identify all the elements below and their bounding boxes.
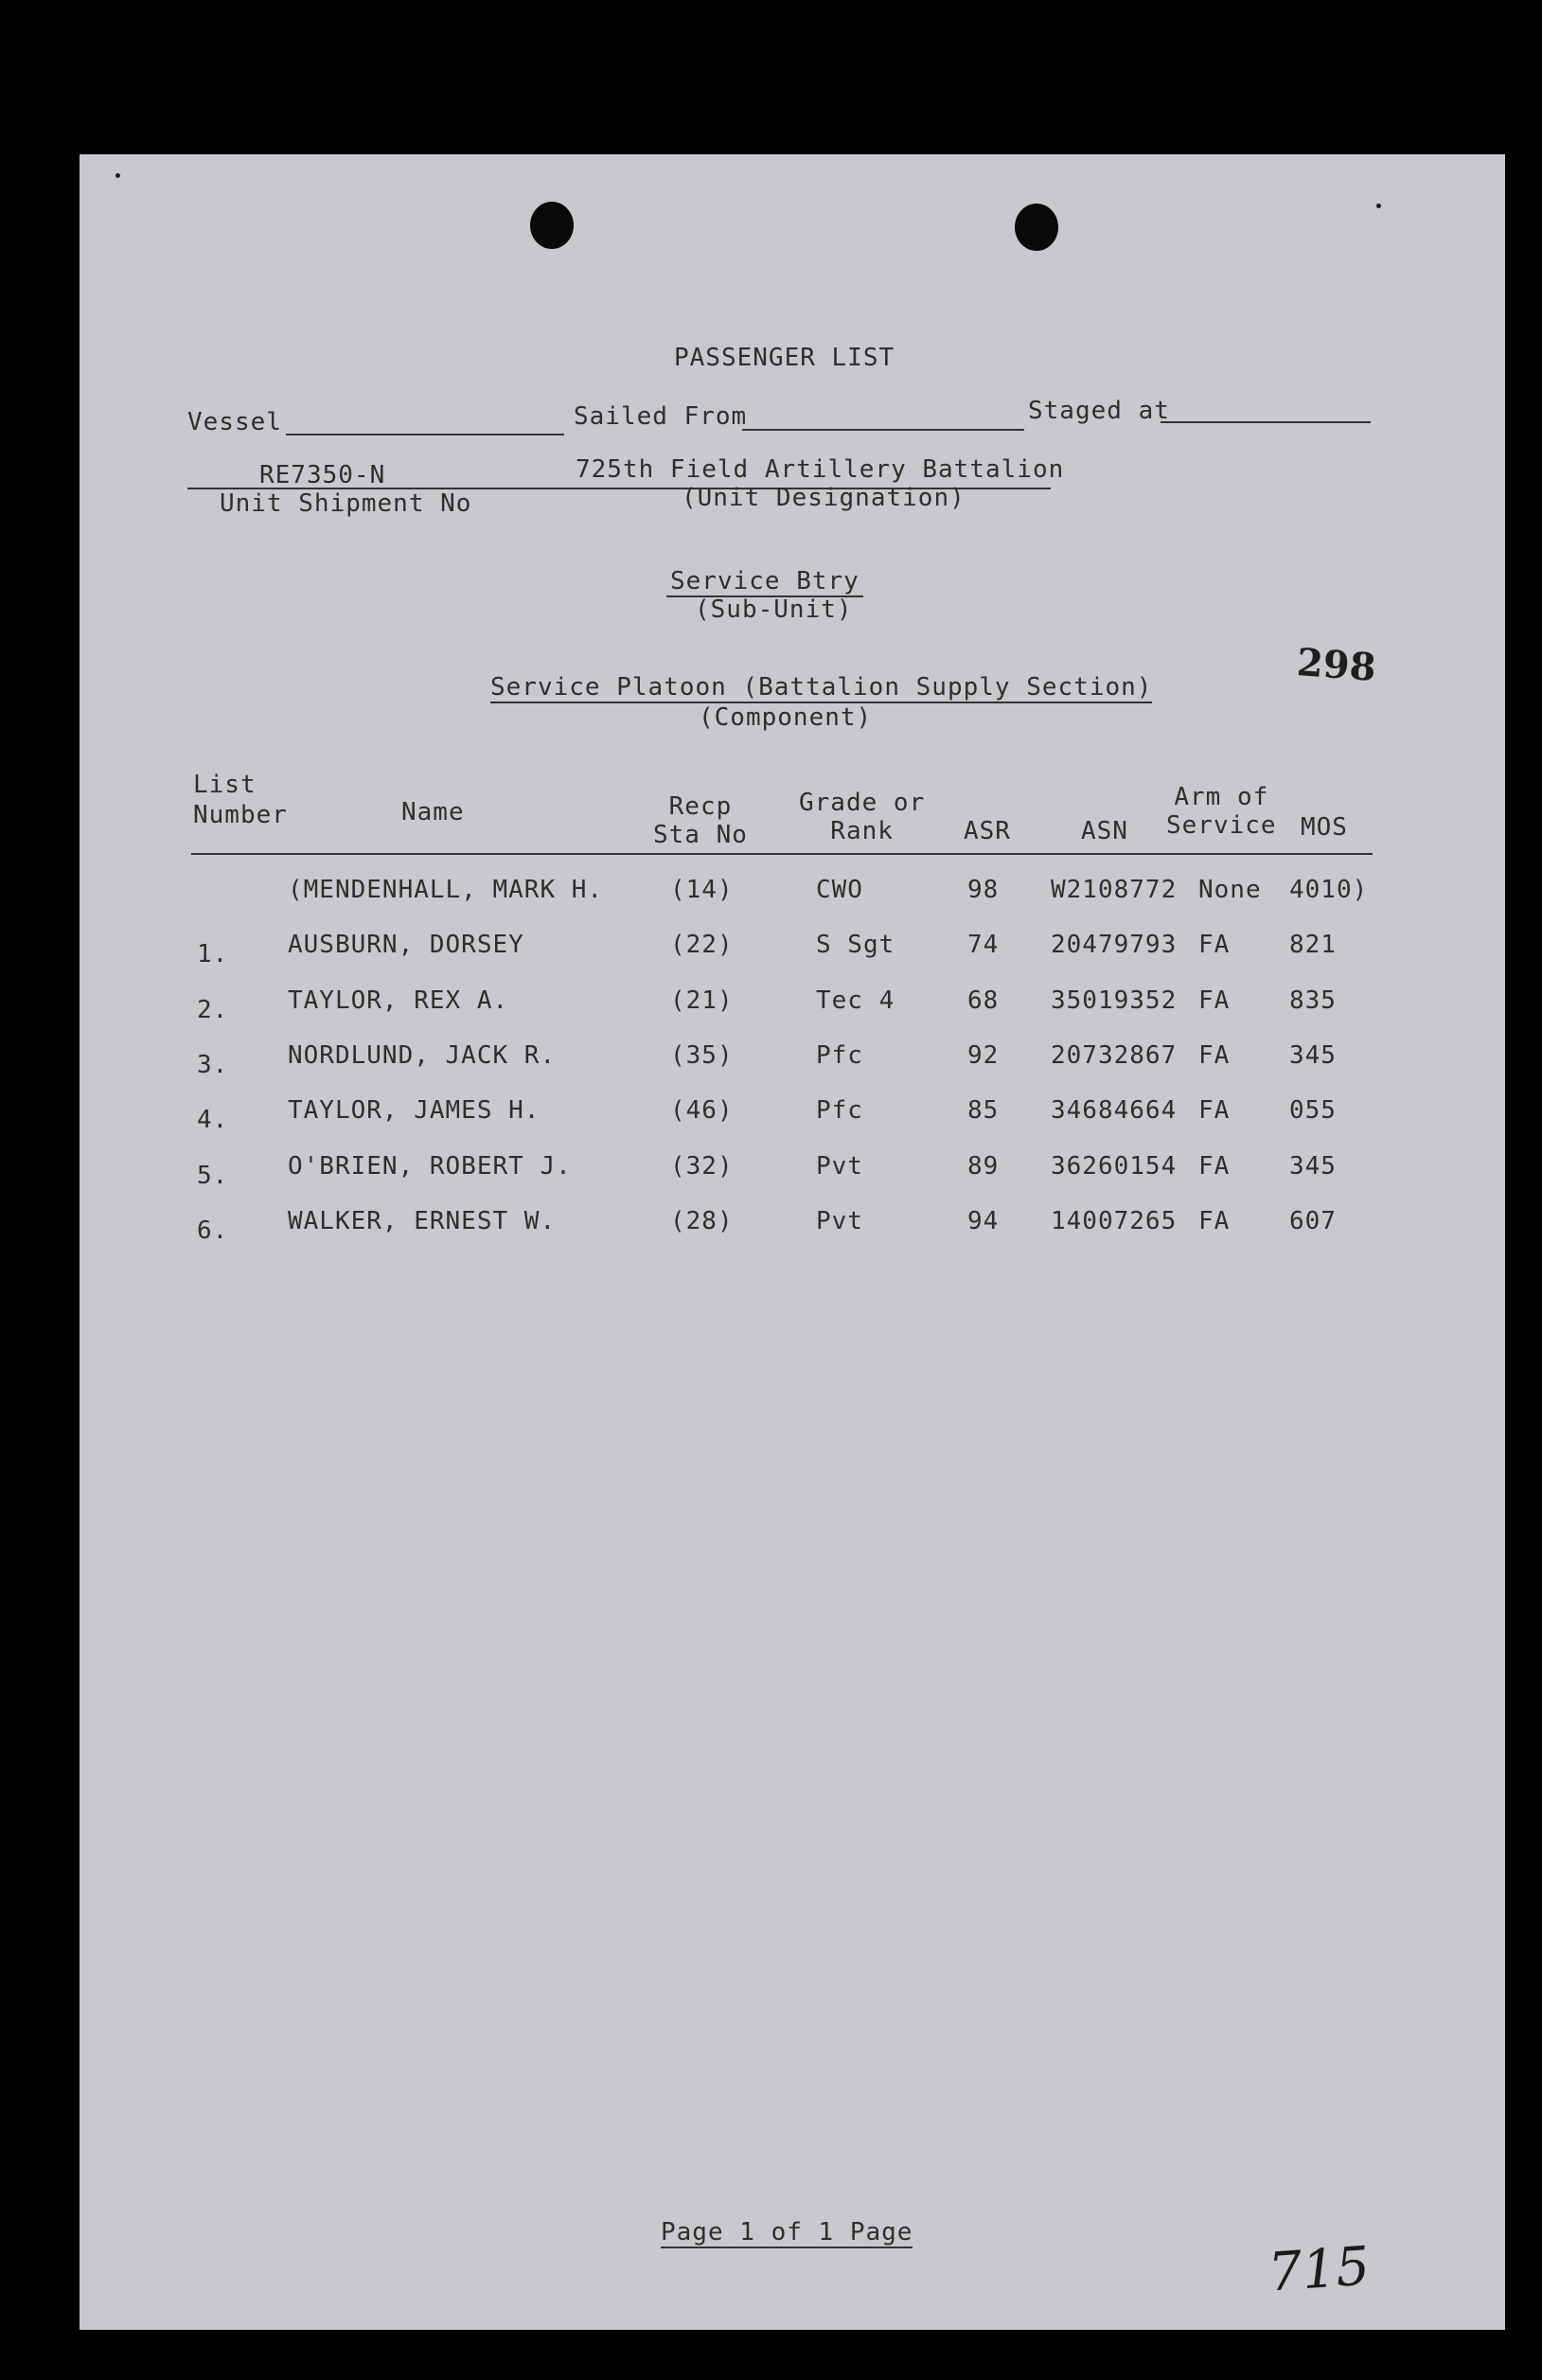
cell-asr: 94 (967, 1207, 1000, 1235)
cell-name: O'BRIEN, ROBERT J. (288, 1152, 572, 1181)
cell-asn: W2108772 (1051, 876, 1178, 904)
unit-designation: 725th Field Artillery Battalion (576, 455, 1065, 484)
vessel-blank (286, 434, 564, 435)
cell-recp: (14) (670, 876, 734, 904)
cell-asr: 92 (967, 1041, 1000, 1070)
cell-name: TAYLOR, JAMES H. (288, 1096, 541, 1125)
cell-grade: Pvt (816, 1207, 863, 1235)
cell-arm: FA (1198, 1207, 1231, 1235)
cell-asr: 68 (967, 986, 1000, 1015)
cell-grade: S Sgt (816, 931, 895, 959)
cell-asr: 74 (967, 931, 1000, 959)
cell-grade: Pfc (816, 1096, 863, 1125)
cell-arm: FA (1198, 986, 1231, 1015)
cell-recp: (46) (670, 1096, 734, 1125)
col-grade (799, 789, 925, 845)
cell-asr: 98 (967, 876, 1000, 904)
col-arm (1166, 783, 1277, 840)
handwritten-number: 715 (1266, 2235, 1373, 2304)
col-grade-line2: Rank (830, 817, 894, 845)
cell-list-number: 6. (197, 1217, 229, 1245)
cell-mos: 835 (1289, 986, 1337, 1015)
col-recp (653, 792, 748, 849)
cell-asn: 35019352 (1051, 986, 1178, 1015)
cell-list-number: 2. (197, 996, 229, 1024)
staged-at-blank (1161, 421, 1371, 423)
cell-asr: 89 (967, 1152, 1000, 1181)
cell-grade: CWO (816, 876, 863, 904)
cell-grade: Pvt (816, 1152, 863, 1181)
cell-mos: 821 (1289, 931, 1337, 959)
cell-asn: 20479793 (1051, 931, 1178, 959)
col-list-number-line1: List (193, 771, 257, 799)
cell-recp: (21) (670, 986, 734, 1015)
stamp-number: 298 (1295, 640, 1378, 690)
col-arm-line2: Service (1166, 811, 1277, 840)
cell-asn: 34684664 (1051, 1096, 1178, 1125)
col-list-number-line2: Number (193, 801, 288, 829)
cell-name: NORDLUND, JACK R. (288, 1041, 557, 1070)
component: Service Platoon (Battalion Supply Section) (490, 673, 1153, 702)
cell-mos: 4010) (1289, 876, 1369, 904)
cell-recp: (32) (670, 1152, 734, 1181)
cell-recp: (22) (670, 931, 734, 959)
unit-shipment-label: Unit Shipment No (220, 489, 472, 518)
cell-name: TAYLOR, REX A. (288, 986, 509, 1015)
header-rule (191, 853, 1373, 855)
col-asn: ASN (1081, 817, 1128, 845)
cell-asn: 36260154 (1051, 1152, 1178, 1181)
speck-mark (115, 173, 120, 178)
speck-mark (1376, 204, 1381, 208)
cell-mos: 345 (1289, 1041, 1337, 1070)
sub-unit-label: (Sub-Unit) (695, 595, 853, 624)
component-label: (Component) (699, 703, 873, 732)
col-asr: ASR (964, 817, 1011, 845)
page-label: Page 1 of 1 Page (661, 2218, 913, 2247)
cell-grade: Tec 4 (816, 986, 895, 1015)
cell-list-number: 1. (197, 940, 229, 968)
cell-mos: 607 (1289, 1207, 1337, 1235)
unit-shipment-no: RE7350-N (259, 461, 386, 489)
cell-list-number: 3. (197, 1051, 229, 1079)
cell-asn: 20732867 (1051, 1041, 1178, 1070)
sailed-from-label: Sailed From (574, 402, 748, 431)
col-recp-line1: Recp (668, 792, 733, 821)
cell-asr: 85 (967, 1096, 1000, 1125)
cell-recp: (35) (670, 1041, 734, 1070)
punch-hole-right (1015, 204, 1058, 251)
cell-name: (MENDENHALL, MARK H. (288, 876, 604, 904)
cell-list-number: 5. (197, 1162, 229, 1190)
staged-at-label: Staged at (1028, 397, 1170, 425)
punch-hole-left (530, 202, 574, 249)
sailed-from-blank (742, 429, 1024, 431)
cell-list-number: 4. (197, 1106, 229, 1134)
unit-designation-label: (Unit Designation) (682, 484, 966, 512)
sub-unit: Service Btry (666, 567, 863, 597)
page-title: PASSENGER LIST (674, 344, 895, 372)
cell-arm: FA (1198, 931, 1231, 959)
col-list-number (193, 770, 288, 830)
cell-arm: None (1198, 876, 1262, 904)
cell-mos: 055 (1289, 1096, 1337, 1125)
cell-name: AUSBURN, DORSEY (288, 931, 524, 959)
cell-arm: FA (1198, 1041, 1231, 1070)
cell-mos: 345 (1289, 1152, 1337, 1181)
document-sheet (80, 154, 1505, 2330)
col-arm-line1: Arm of (1174, 783, 1269, 811)
col-name: Name (401, 798, 465, 826)
col-recp-line2: Sta No (653, 821, 748, 849)
col-mos: MOS (1301, 813, 1348, 842)
cell-name: WALKER, ERNEST W. (288, 1207, 557, 1235)
cell-arm: FA (1198, 1152, 1231, 1181)
cell-arm: FA (1198, 1096, 1231, 1125)
col-grade-line1: Grade or (799, 789, 926, 817)
cell-recp: (28) (670, 1207, 734, 1235)
cell-asn: 14007265 (1051, 1207, 1178, 1235)
vessel-label: Vessel (187, 408, 282, 436)
cell-grade: Pfc (816, 1041, 863, 1070)
